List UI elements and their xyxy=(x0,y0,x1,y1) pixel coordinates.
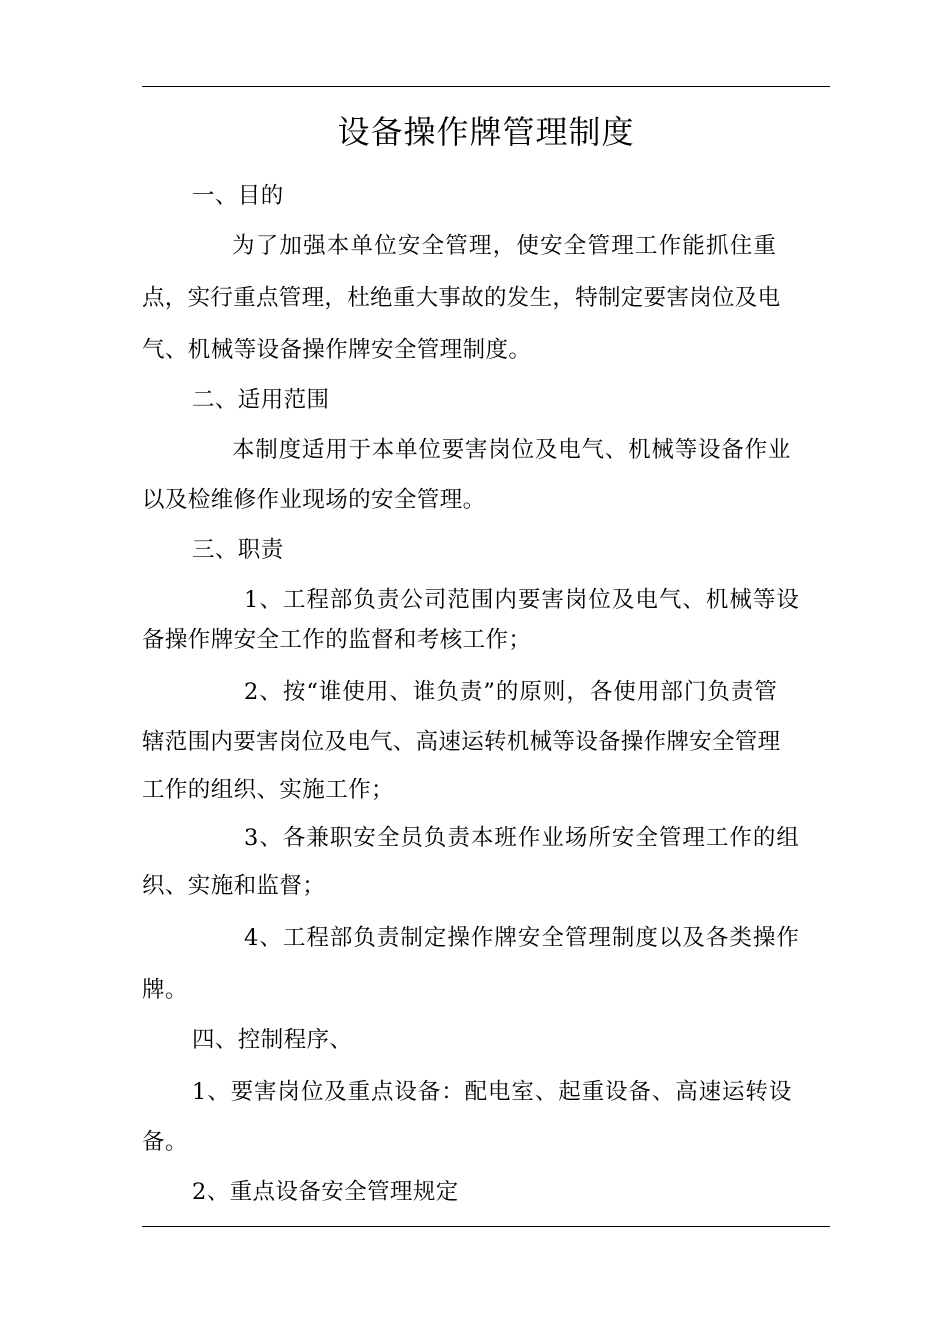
list-item: 1、要害岗位及重点设备：配电室、起重设备、高速运转设 xyxy=(192,1079,793,1105)
section-heading-duties: 三、职责 xyxy=(192,537,284,563)
paragraph-line: 辖范围内要害岗位及电气、高速运转机械等设备操作牌安全管理 xyxy=(142,729,781,755)
list-item: 1、工程部负责公司范围内要害岗位及电气、机械等设 xyxy=(244,587,800,613)
section-heading-procedure: 四、控制程序、 xyxy=(192,1027,353,1053)
paragraph-line: 备操作牌安全工作的监督和考核工作； xyxy=(142,627,532,653)
paragraph-line: 织、实施和监督； xyxy=(142,873,326,899)
paragraph-line: 本制度适用于本单位要害岗位及电气、机械等设备作业 xyxy=(232,437,792,463)
paragraph-line: 牌。 xyxy=(142,977,188,1003)
paragraph-line: 点，实行重点管理，杜绝重大事故的发生，特制定要害岗位及电 xyxy=(142,285,781,311)
paragraph-line: 气、机械等设备操作牌安全管理制度。 xyxy=(142,337,532,363)
paragraph-line: 为了加强本单位安全管理，使安全管理工作能抓住重 xyxy=(232,233,778,259)
list-item: 4、工程部负责制定操作牌安全管理制度以及各类操作 xyxy=(244,925,800,951)
header-rule xyxy=(142,86,830,87)
section-heading-purpose: 一、目的 xyxy=(192,183,284,209)
paragraph-line: 以及检维修作业现场的安全管理。 xyxy=(142,487,486,513)
list-item: 3、各兼职安全员负责本班作业场所安全管理工作的组 xyxy=(244,825,800,851)
section-heading-scope: 二、适用范围 xyxy=(192,387,330,413)
footer-rule xyxy=(142,1226,830,1227)
document-title: 设备操作牌管理制度 xyxy=(337,113,635,151)
list-item: 2、重点设备安全管理规定 xyxy=(192,1179,459,1205)
paragraph-line: 工作的组织、实施工作； xyxy=(142,777,394,803)
list-item: 2、按“谁使用、谁负责”的原则，各使用部门负责管 xyxy=(244,679,778,705)
paragraph-line: 备。 xyxy=(142,1129,188,1155)
